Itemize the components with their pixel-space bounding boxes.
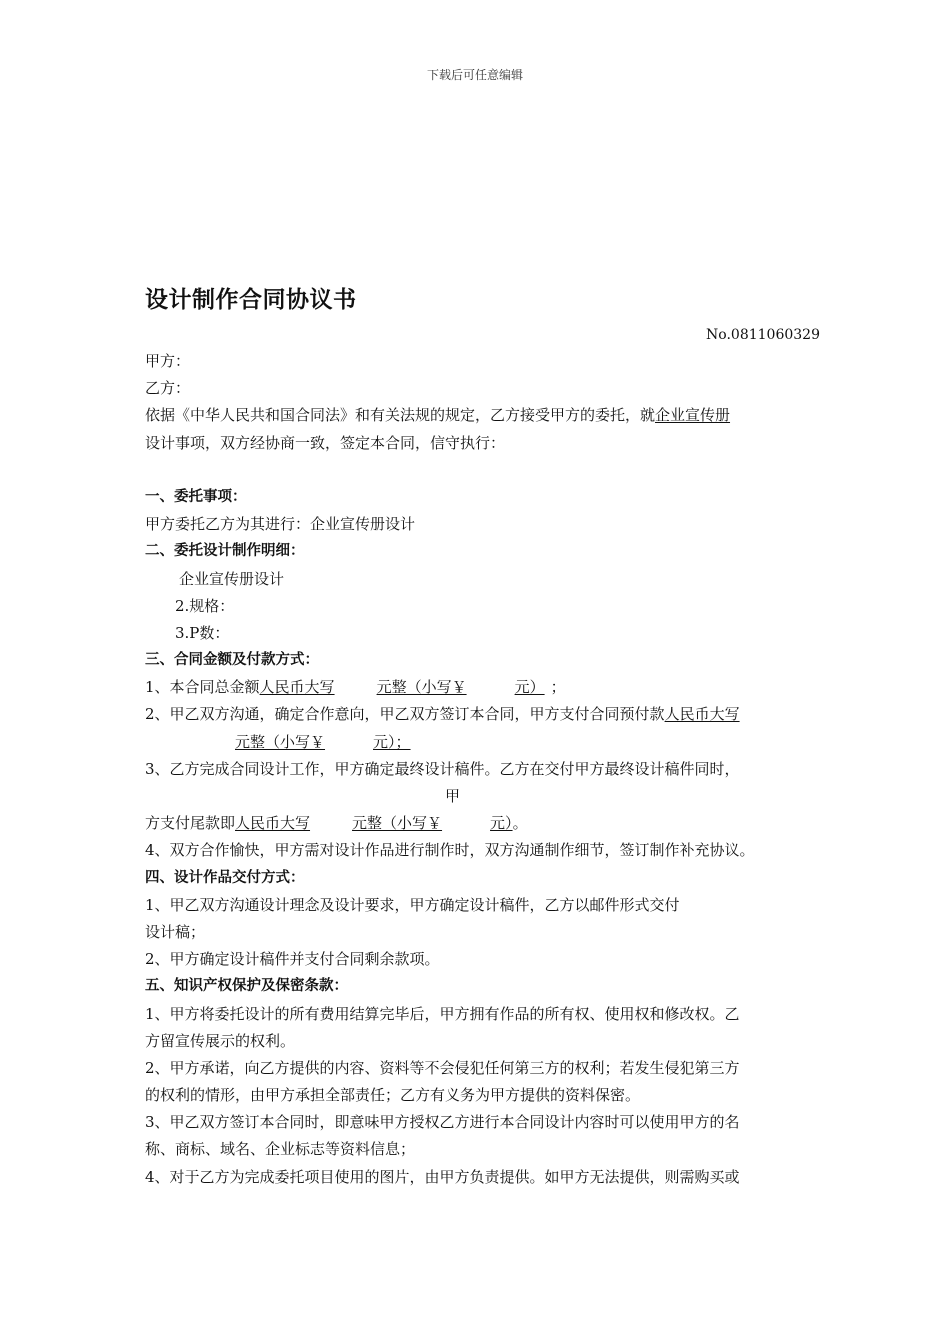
intro-project: 企业宣传册 <box>655 406 731 425</box>
section-3-line-4: 3、乙方完成合同设计工作，甲方确定最终设计稿件。乙方在交付甲方最终设计稿件同时， <box>145 759 740 778</box>
section-4-heading: 四、设计作品交付方式： <box>145 869 305 886</box>
section-2-item-3: 3.P数： <box>175 623 230 642</box>
s3-l1-amount <box>260 678 551 696</box>
s3-l2-text: 2、甲乙双方沟通，确定合作意向，甲乙双方签订本合同，甲方支付合同预付款 <box>145 705 665 724</box>
section-4-line-3: 2、甲方确定设计稿件并支付合同剩余款项。 <box>145 950 440 969</box>
intro-text: 依据《中华人民共和国合同法》和有关法规的规定，乙方接受甲方的委托，就 <box>145 406 656 425</box>
section-3-line-7: 4、双方合作愉快，甲方需对设计作品进行制作时，双方沟通制作细节，签订制作补充协议。 <box>145 841 755 860</box>
section-5-line-3: 2、甲方承诺，向乙方提供的内容、资料等不会侵犯任何第三方的权利；若发生侵犯第三方 <box>145 1058 740 1077</box>
section-1-text: 甲方委托乙方为其进行：企业宣传册设计 <box>145 515 416 534</box>
section-5-line-1: 1、甲方将委托设计的所有费用结算完毕后，甲方拥有作品的所有权、使用权和修改权。乙 <box>145 1004 740 1023</box>
section-5-heading: 五、知识产权保护及保密条款： <box>145 978 348 995</box>
s3-l2-amount: 人民币大写 <box>664 705 740 724</box>
section-5-line-5: 3、甲乙双方签订本合同时，即意味甲方授权乙方进行本合同设计内容时可以使用甲方的名 <box>145 1113 740 1132</box>
s3-l1-u3: 元） <box>514 678 545 697</box>
section-3-heading: 三、合同金额及付款方式： <box>145 652 319 669</box>
spacer <box>145 457 820 484</box>
section-3-line-1 <box>145 674 820 701</box>
section-3-line-2 <box>145 701 820 728</box>
intro-line-1 <box>145 402 820 429</box>
s3-l6-u2: 元整（小写￥ <box>352 814 443 833</box>
section-3-line-5: 甲 <box>444 787 460 805</box>
section-2-item-2: 2.规格： <box>175 596 235 615</box>
s3-l6-text: 方支付尾款即 <box>145 814 236 833</box>
contract-number: No.0811060329 <box>706 327 820 343</box>
section-3-line-6 <box>145 810 820 837</box>
s3-l3-amount <box>145 733 417 751</box>
section-5-line-6: 称、商标、域名、企业标志等资料信息； <box>145 1140 416 1159</box>
s3-l6-end: 。 <box>512 814 528 833</box>
section-5-line-2: 方留宣传展示的权利。 <box>145 1031 296 1050</box>
section-4-line-1: 1、甲乙双方沟通设计理念及设计要求，甲方确定设计稿件，乙方以邮件形式交付 <box>145 895 680 914</box>
section-5-line-4: 的权利的情形，由甲方承担全部责任；乙方有义务为甲方提供的资料保密。 <box>145 1086 641 1105</box>
party-b-label: 乙方： <box>145 379 191 398</box>
s3-l3-u1: 元整（小写￥ <box>235 732 326 751</box>
s3-l3-u2: 元）； <box>373 732 411 751</box>
section-1-heading: 一、委托事项： <box>145 488 247 505</box>
s3-l6-amount <box>235 814 513 832</box>
s3-l1-end: ； <box>550 678 566 697</box>
document-title: 设计制作合同协议书 <box>145 287 357 313</box>
s3-l6-u3: 元） <box>490 814 513 833</box>
intro-line-2: 设计事项，双方经协商一致，签定本合同，信守执行： <box>145 433 506 452</box>
section-2-item-1: 企业宣传册设计 <box>179 569 285 588</box>
header-note: 下载后可任意编辑 <box>426 68 523 82</box>
section-2-heading: 二、委托设计制作明细： <box>145 543 305 560</box>
party-a-label: 甲方： <box>145 352 191 370</box>
s3-l1-text: 1、本合同总金额 <box>145 678 260 697</box>
s3-l1-u1: 人民币大写 <box>259 678 335 697</box>
s3-l1-u2: 元整（小写￥ <box>376 678 467 697</box>
s3-l6-u1: 人民币大写 <box>235 814 311 833</box>
section-3-line-3 <box>145 729 820 756</box>
contract-document <box>145 282 820 1191</box>
section-5-line-7: 4、对于乙方为完成委托项目使用的图片，由甲方负责提供。如甲方无法提供，则需购买或 <box>145 1167 740 1186</box>
section-4-line-2: 设计稿； <box>145 922 206 941</box>
